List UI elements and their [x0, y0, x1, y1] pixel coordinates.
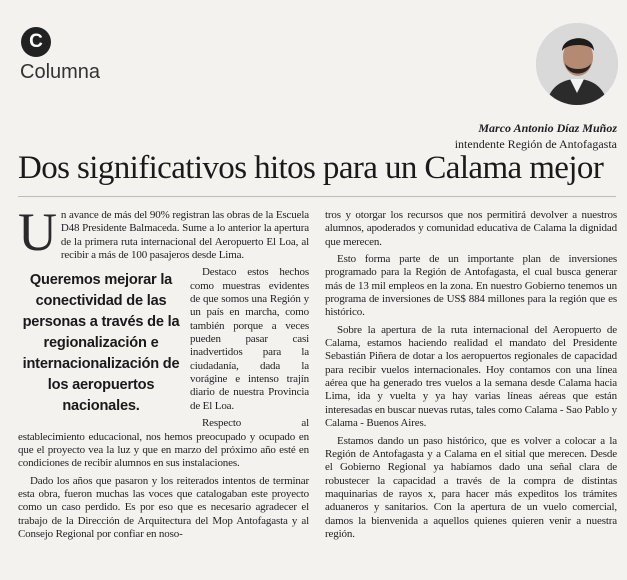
headline: Dos significativos hitos para un Calama mejor [18, 150, 604, 186]
author-role: intendente Región de Antofagasta [454, 137, 617, 151]
pull-quote: Queremos mejorar la conectividad de las personas a través de la regionalización e internacionalización de los aeropuertos nacionales. [22, 272, 180, 415]
paragraph: Sobre la apertura de la ruta internacional del Aeropuerto de Calama, estamos haciendo realidad el mandato del Presidente Sebastián Piñera de dotar a los aeropuertos regionales de capacidad para recibir vuelos internacionales. Hoy contamos con una línea aérea que ha generado tres vuelos a la semana desde Calama hacia Lima, ida y vuelta y ya hay varias líneas aéreas que están interesadas en buscar nuevas rutas, tales como Calama - Sao Pablo y Calama - Buenos Aires. [325, 323, 617, 430]
column-badge: C [21, 27, 51, 57]
author-portrait-image [536, 23, 618, 105]
article-column-2 [325, 209, 617, 545]
author-photo [536, 23, 618, 105]
paragraph: Destaco estos hechos como muestras evidentes de que somos una Región y un país en marcha, como también porque a veces pueden pasar casi inadvertidos para la ciudadanía, dada la vorágine e intenso trajín diario de nuestra Provincia de El Loa. [190, 266, 309, 412]
drop-cap: U [18, 202, 57, 262]
paragraph: tros y otorgar los recursos que nos permitirá devolver a nuestros alumnos, apoderados y comunidad educativa de Calama la dignidad que merecen. [325, 209, 617, 248]
paragraph: Dado los años que pasaron y los reiterados intentos de terminar esta obra, fueron muchas las voces que catalogaban este proyecto como un caso perdido. Es por eso que es necesario agradecer el trabajo de la Dirección de Arquitectura del Mop Antofagasta y al Consejo Regional por confiar en noso- [18, 474, 309, 540]
paragraph: n avance de más del 90% registran las obras de la Escuela D48 Presidente Balmaceda. Sume a lo anterior la apertura de la primera ruta internacional del Aeropuerto El Loa, al recibir a más de 100 pasajeros desde Lima. [60, 209, 309, 262]
article-column-1 [18, 202, 309, 545]
section-label: Columna [20, 61, 101, 83]
headline-divider [18, 196, 616, 197]
author-name: Marco Antonio Díaz Muñoz [478, 121, 617, 135]
paragraph: Estamos dando un paso histórico, que es volver a colocar a la Región de Antofagasta y a Calama en el sitial que merecen. Desde el Gobierno Regional ya habíamos dado una señal clara de robustecer la capacidad a través de la compra de distintas maquinarias de rayos x, para hacer más expeditos los trámites aduaneros y sanitarios. Con la apertura de un vuelo comercial, damos la bienvenida a aquellos quienes quieren venir a nuestra región. [325, 434, 617, 540]
author-byline [455, 120, 617, 152]
paragraph: Esto forma parte de un importante plan de inversiones programado para la Región de Antofagasta, el cual busca generar más de 13 mil empleos en la zona. En nuestro Gobierno tenemos un programa de inversiones de US$ 884 millones para la región que es histórico. [325, 253, 617, 319]
paragraph: Respecto al establecimiento educacional, nos hemos preocupado y ocupado en que el proyecto vea la luz y que en marzo del próximo año esté en condiciones de recibir alumnos en sus instalaciones. [18, 417, 309, 470]
